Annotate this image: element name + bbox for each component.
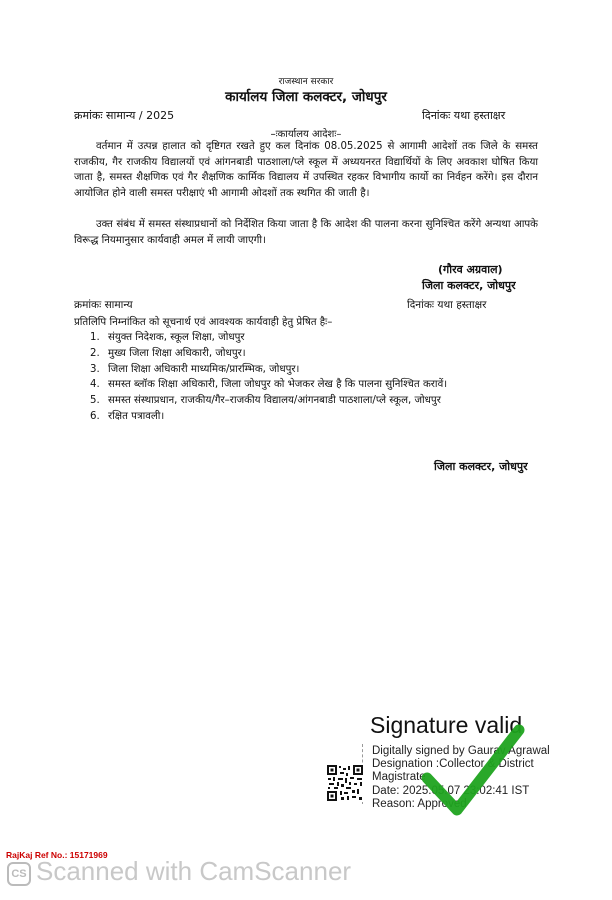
list-item-number: 1. <box>90 332 100 343</box>
list-item <box>90 362 540 378</box>
order-paragraph-2: उक्त संबंध में समस्त संस्थाप्रधानों को निर्देशित किया जाता है कि आदेश की पालना करना सुनिश्चित करेंगे अन्यथा आपके विरूद्ध नियमानुसार कार्यवाही अमल में लायी जाएगी। <box>74 219 538 246</box>
qr-code-icon[interactable] <box>326 764 364 802</box>
list-item-text: रक्षित पत्रावली। <box>108 410 165 422</box>
list-item-number: 5. <box>90 395 100 407</box>
signatory-name: (गौरव अग्रवाल) <box>438 263 503 276</box>
list-item-number: 3. <box>90 363 100 375</box>
list-item-number: 2. <box>90 347 100 359</box>
copy-intro: प्रतिलिपि निम्नांकित को सूचनार्थ एवं आवश्यक कार्यवाही हेतु प्रेषित हैः– <box>74 317 333 328</box>
list-item <box>90 393 510 409</box>
signature-reason-line: Reason: Approved <box>372 797 467 810</box>
copy-reference-number: क्रमांकः सामान्य <box>74 299 133 311</box>
list-item-number: 6. <box>90 410 100 422</box>
list-item <box>90 409 540 425</box>
order-date: दिनांकः यथा हस्ताक्षर <box>422 109 506 122</box>
list-item-text: मुख्य जिला शिक्षा अधिकारी, जोधपुर। <box>108 347 246 359</box>
order-title: –ःकार्यालय आदेशः– <box>270 129 342 140</box>
rajkaj-reference: RajKaj Ref No.: 15171969 <box>6 850 108 860</box>
designation-line-2: Magistrate <box>372 771 426 784</box>
signature-valid-label: Signature valid <box>370 712 523 738</box>
checkmark-icon <box>415 722 525 822</box>
signed-by-line: Digitally signed by Gaurav Agrawal <box>372 745 550 757</box>
list-item-number: 4. <box>90 379 100 391</box>
scanner-watermark: Scanned with CamScanner <box>36 856 352 886</box>
office-title: कार्यालय जिला कलक्टर, जोधपुर <box>225 89 387 105</box>
list-item <box>90 330 540 346</box>
order-paragraph-1: वर्तमान में उत्पन्न हालात को दृष्टिगत रखते हुए कल दिनांक 08.05.2025 से आगामी आदेशों तक जिले के समस्त राजकीय, गैर राजकीय विद्यालयों एवं आंगनबाडी पाठशाला/प्ले स्कूल में अध्ययनरत विद्यार्थियों के लिए अवकाश घोषित किया जाता है, समस्त शैक्षणिक एवं गैर शैक्षणिक कार्मिक विद्यालय में उपस्थित रहकर विभागीय कार्यो का निर्वहन करेंगे। इस दौरान आयोजित होने वाली समस्त परीक्षाएं भी आगामी ओदशों तक स्थगित की जाती है। <box>74 141 538 199</box>
closing-signatory-post: जिला कलक्टर, जोधपुर <box>434 460 528 473</box>
designation-line: Designation :Collector & District <box>372 758 534 771</box>
govt-heading: राजस्थान सरकार <box>278 77 334 87</box>
list-item-text: समस्त ब्लॉक शिक्षा अधिकारी, जिला जोधपुर को भेजकर लेख है कि पालना सुनिश्चित करावें। <box>108 379 448 391</box>
order-reference-number: क्रमांकः सामान्य / 2025 <box>74 109 175 122</box>
signatory-post: जिला कलक्टर, जोधपुर <box>422 279 516 292</box>
copy-date: दिनांकः यथा हस्ताक्षर <box>407 299 487 311</box>
copy-recipient-list <box>90 330 540 425</box>
list-item-text: संयुक्त निदेशक, स्कूल शिक्षा, जोधपुर <box>108 332 245 343</box>
list-item-text: जिला शिक्षा अधिकारी माध्यमिक/प्रारम्भिक, जोधपुर। <box>108 363 300 375</box>
camscanner-logo-icon: CS <box>7 862 31 886</box>
list-item <box>90 377 540 393</box>
signature-date-line: Date: 2025.05.07 23:02:41 IST <box>372 784 530 797</box>
list-item-text: समस्त संस्थाप्रधान, राजकीय/गैर–राजकीय विद्यालय/आंगनबाडी पाठशाला/प्ले स्कूल, जोधपुर <box>108 395 441 407</box>
list-item <box>90 346 540 362</box>
